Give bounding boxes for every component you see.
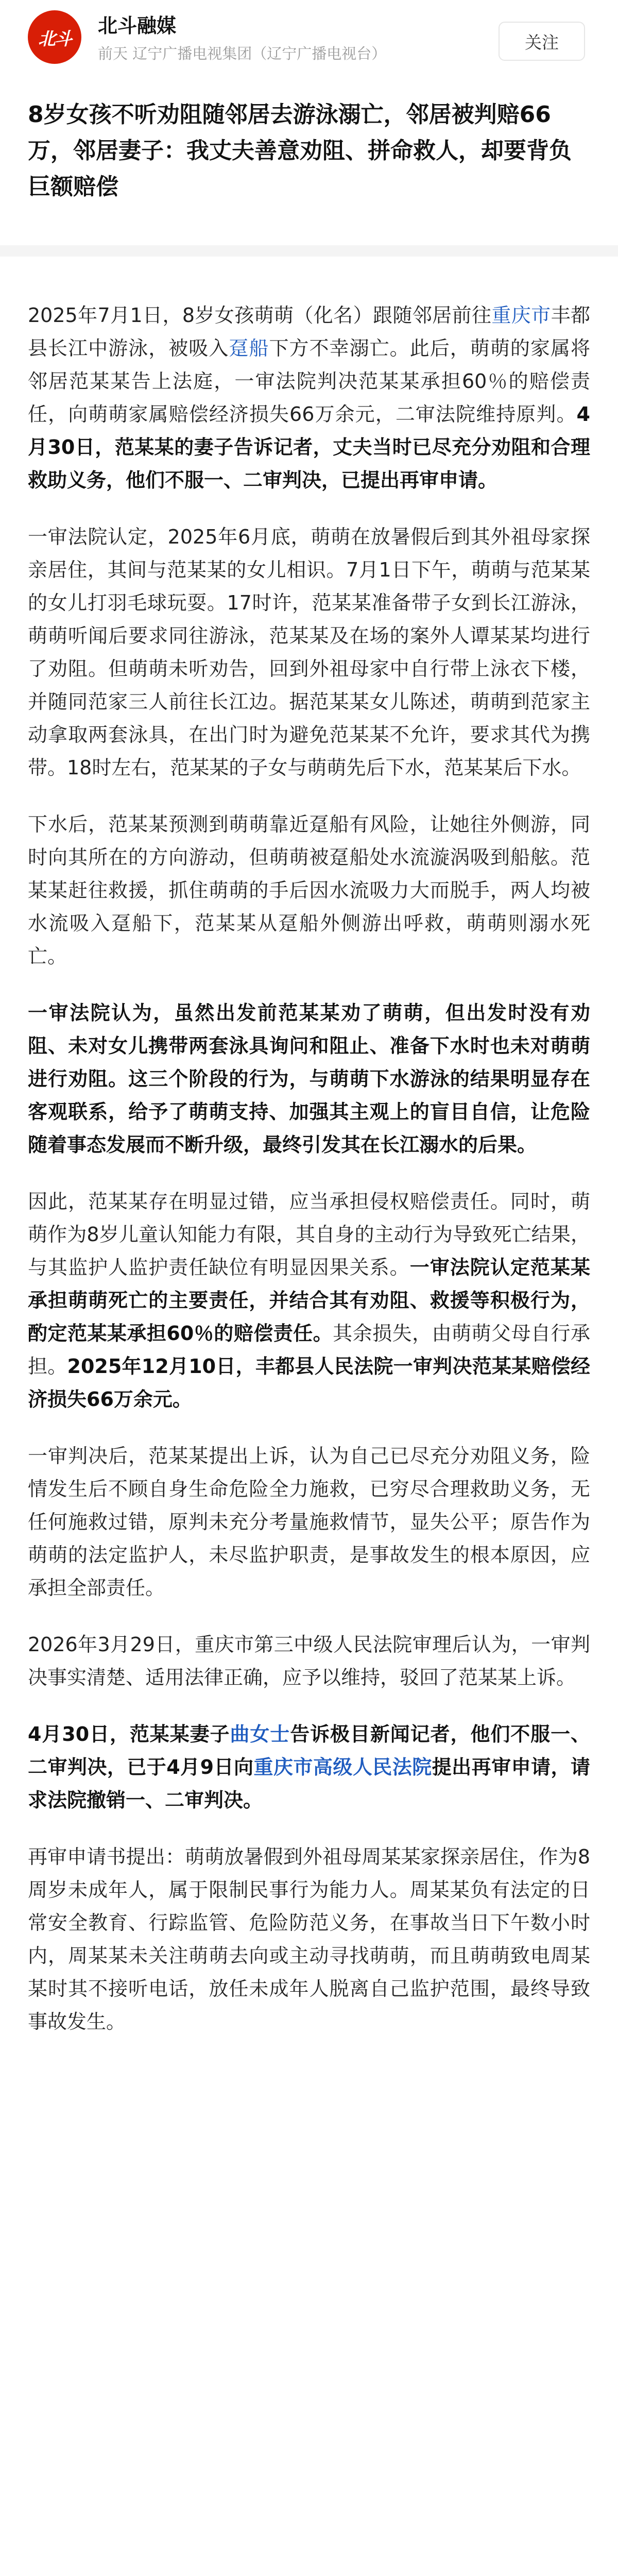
paragraph-5-text-b: 其余损失，由萌萌父母自行承担。: [28, 1322, 590, 1378]
paragraph-1: [28, 299, 590, 497]
paragraph-2: 一审法院认定，2025年6月底，萌萌在放暑假后到其外祖母家探亲居住，其间与范某某的女儿相识。7月1日下午，萌萌与范某某的女儿打羽毛球玩耍。17时许，范某某准备带子女到长江游泳，萌萌听闻后要求同往游泳，范某某及在场的案外人谭某某均进行了劝阻。但萌萌未听劝告，回到外祖母家中自行带上泳衣下楼，并随同范家三人前往长江边。据范某某女儿陈述，萌萌到范家主动拿取两套泳具，在出门时为避免范某某不允许，要求其代为携带。18时左右，范某某的子女与萌萌先后下水，范某某后下水。: [28, 526, 590, 779]
link-chongqing[interactable]: 重庆市: [491, 304, 551, 327]
account-info: [98, 13, 500, 63]
paragraph-5-bold-2: 2025年12月10日，丰都县人民法院一审判决范某某赔偿经济损失66万余元。: [28, 1355, 590, 1411]
paragraph-5-bold-1: 一审法院认定范某某承担萌萌死亡的主要责任，并结合其有劝阻、救援等积极行为，酌定范某某承担60％的赔偿责任。: [28, 1256, 590, 1345]
link-qu-nvshi[interactable]: 曲女士: [230, 1723, 290, 1745]
paragraph-5: [28, 1185, 590, 1416]
paragraph-1-bold: 4月30日，范某某的妻子告诉记者，丈夫当时已尽充分劝阻和合理救助义务，他们不服一、二审判决，已提出再审申请。: [28, 403, 590, 492]
paragraph-1-text-b: 丰都县长江中游泳，被吸入: [28, 304, 590, 360]
avatar[interactable]: 北斗: [28, 10, 81, 64]
paragraph-8-text-c: 提出再审申请，请求法院撤销一、二审判决。: [28, 1756, 590, 1811]
account-name[interactable]: 北斗融媒: [98, 14, 177, 37]
paragraph-4: 一审法院认为，虽然出发前范某某劝了萌萌，但出发时没有劝阻、未对女儿携带两套泳具询问和阻止、准备下水时也未对萌萌进行劝阻。这三个阶段的行为，与萌萌下水游泳的结果明显存在客观联系，给予了萌萌支持、加强其主观上的盲目自信，让危险随着事态发展而不断升级，最终引发其在长江溺水的后果。: [28, 1002, 590, 1156]
paragraph-8-text-a: 4月30日，范某某妻子: [28, 1723, 230, 1745]
paragraph-1-text-c: 下方不幸溺亡。此后，萌萌的家属将邻居范某某告上法庭，一审法院判决范某某承担60％的赔偿责任，向萌萌家属赔偿经济损失66万余元，二审法院维持原判。: [28, 337, 590, 426]
account-meta: 前天 辽宁广播电视集团（辽宁广播电视台）: [98, 45, 387, 62]
paragraph-3: 下水后，范某某预测到萌萌靠近趸船有风险，让她往外侧游，同时向其所在的方向游动，但萌萌被趸船处水流漩涡吸到船舷。范某某赶往救援，抓住萌萌的手后因水流吸力大而脱手，两人均被水流吸入趸船下，范某某从趸船外侧游出呼救，萌萌则溺水死亡。: [28, 813, 590, 968]
link-dunchuan[interactable]: 趸船: [229, 337, 269, 360]
section-divider: [0, 245, 618, 257]
paragraph-6: 一审判决后，范某某提出上诉，认为自己已尽充分劝阻义务，险情发生后不顾自身生命危险全力施救，已穷尽合理救助义务，无任何施救过错，原判未充分考量施救情节，显失公平；原告作为萌萌的法定监护人，未尽监护职责，是事故发生的根本原因，应承担全部责任。: [28, 1445, 590, 1599]
account-header: [0, 0, 618, 77]
article-body: [0, 299, 618, 2038]
follow-button[interactable]: 关注: [499, 22, 585, 61]
paragraph-9: 再审申请书提出：萌萌放暑假到外祖母周某某家探亲居住，作为8周岁未成年人，属于限制民事行为能力人。周某某负有法定的日常安全教育、行踪监管、危险防范义务，在事故当日下午数小时内，周某某未关注萌萌去向或主动寻找萌萌，而且萌萌致电周某某时其不接听电话，放任未成年人脱离自己监护范围，最终导致事故发生。: [28, 1845, 590, 2033]
paragraph-8-text-b: 告诉极目新闻记者，他们不服一、二审判决，已于4月9日向: [28, 1723, 590, 1778]
paragraph-7: 2026年3月29日，重庆市第三中级人民法院审理后认为，一审判决事实清楚、适用法律正确，应予以维持，驳回了范某某上诉。: [28, 1633, 590, 1689]
link-high-court[interactable]: 重庆市高级人民法院: [253, 1756, 432, 1778]
paragraph-8: [28, 1718, 590, 1817]
paragraph-5-text-a: 因此，范某某存在明显过错，应当承担侵权赔偿责任。同时，萌萌作为8岁儿童认知能力有限，其自身的主动行为导致死亡结果，与其监护人监护责任缺位有明显因果关系。: [28, 1190, 590, 1279]
paragraph-1-text-a: 2025年7月1日，8岁女孩萌萌（化名）跟随邻居前往: [28, 304, 492, 327]
article-title: 8岁女孩不听劝阻随邻居去游泳溺亡，邻居被判赔66万，邻居妻子：我丈夫善意劝阻、拼命救人，却要背负巨额赔偿: [28, 101, 572, 200]
